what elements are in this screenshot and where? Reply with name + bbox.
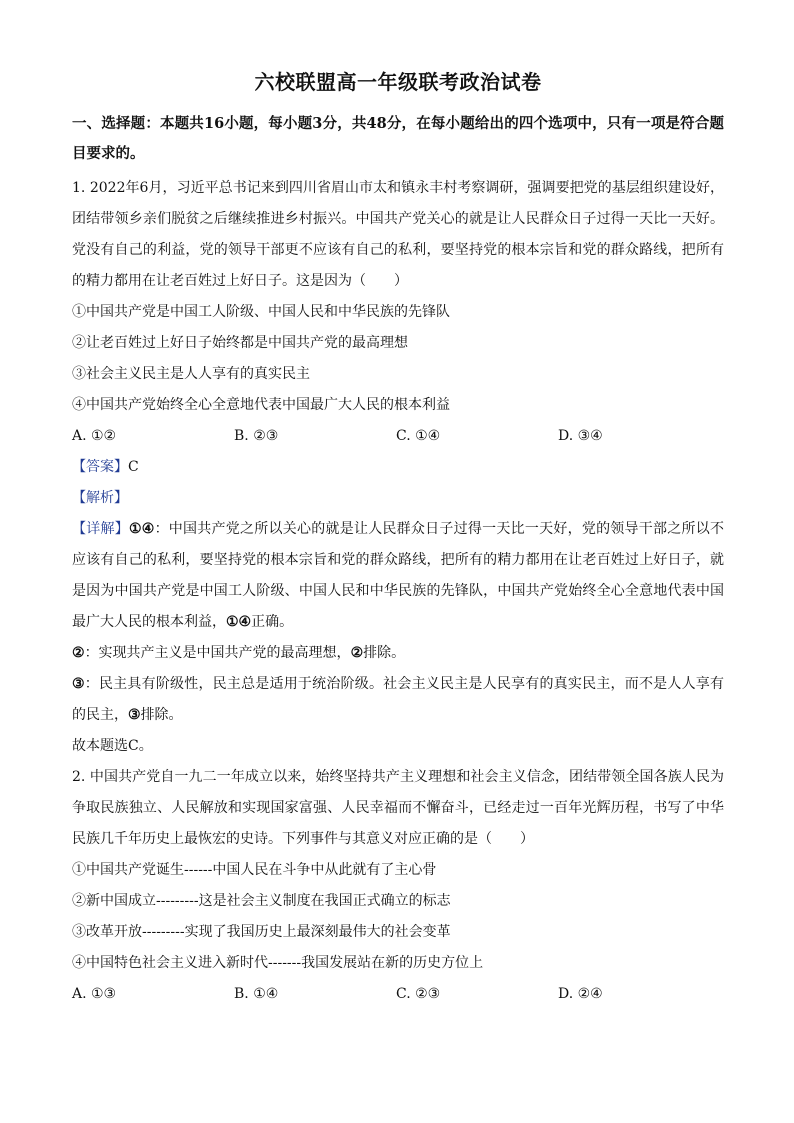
- point-3-paragraph: [72, 669, 724, 731]
- point-3-end: 排除。: [140, 707, 183, 723]
- point-2-lead: ②: [72, 645, 85, 661]
- answer-line: [72, 452, 724, 483]
- question-2-option-4: ④中国特色社会主义进入新时代-------我国发展站在新的历史方位上: [72, 955, 484, 971]
- question-2-choices: [72, 979, 724, 1010]
- point-3-lead: ③: [72, 676, 85, 692]
- question-2-option-2: ②新中国成立---------这是社会主义制度在我国正式确立的标志: [72, 893, 451, 909]
- question-2-stem: 2. 中国共产党自一九二一年成立以来，始终坚持共产主义理想和社会主义信念，团结带领全国各族人民为争取民族独立、人民解放和实现国家富强、人民幸福而不懈奋斗，已经走过一百年光辉历程，书写了中华民族几千年历史上最恢宏的史诗。下列事件与其意义对应正确的是（ ）: [72, 769, 724, 847]
- question-1-option-2: ②让老百姓过上好日子始终都是中国共产党的最高理想: [72, 335, 408, 351]
- question-1-choices: [72, 421, 724, 452]
- analysis-line: [72, 483, 724, 514]
- detail-paragraph: [72, 514, 724, 638]
- choice-b: B. ②③: [234, 428, 279, 444]
- detail-tail: 正确。: [251, 614, 294, 630]
- question-1: [72, 173, 724, 762]
- exam-page: [72, 66, 724, 1010]
- choice-a: A. ①②: [72, 428, 117, 444]
- choice-c: C. ②③: [396, 986, 441, 1002]
- point-2-text: ：实现共产主义是中国共产党的最高理想，: [84, 645, 351, 661]
- point-2-paragraph: [72, 638, 724, 669]
- section-heading: 一、选择题：本题共16小题，每小题3分，共48分，在每小题给出的四个选项中，只有一项是符合题目要求的。: [72, 115, 724, 162]
- point-3-text: ：民主具有阶级性，民主总是适用于统治阶级。社会主义民主是人民享有的真实民主，而不是人人享有的民主，: [72, 676, 724, 723]
- page-title: 六校联盟高一年级联考政治试卷: [254, 70, 542, 94]
- question-1-option-3: ③社会主义民主是人人享有的真实民主: [72, 366, 310, 382]
- question-2-option-3: ③改革开放---------实现了我国历史上最深刻最伟大的社会变革: [72, 924, 451, 940]
- choice-a: A. ①③: [72, 986, 117, 1002]
- choice-b: B. ①④: [234, 986, 279, 1002]
- question-1-option-4: ④中国共产党始终全心全意地代表中国最广大人民的根本利益: [72, 397, 450, 413]
- answer-tag: 【答案】: [72, 459, 128, 475]
- point-2-mark: ②: [350, 645, 364, 661]
- choice-d: D. ③④: [558, 428, 603, 444]
- point-2-end: 排除。: [363, 645, 406, 661]
- detail-tag: 【详解】: [72, 521, 129, 537]
- choice-c: C. ①④: [396, 428, 441, 444]
- question-2-option-1: ①中国共产党诞生------中国人民在斗争中从此就有了主心骨: [72, 862, 437, 878]
- question-2: [72, 762, 724, 1010]
- question-1-stem: 1. 2022年6月，习近平总书记来到四川省眉山市太和镇永丰村考察调研，强调要把党的基层组织建设好，团结带领乡亲们脱贫之后继续推进乡村振兴。中国共产党关心的就是让人民群众日子过得一天比一天好。党没有自己的利益，党的领导干部更不应该有自己的私利，要坚持党的根本宗旨和党的群众路线，把所有的精力都用在让老百姓过上好日子。这是因为（ ）: [72, 180, 724, 289]
- question-1-option-1: ①中国共产党是中国工人阶级、中国人民和中华民族的先锋队: [72, 304, 450, 320]
- answer-value: C: [128, 459, 139, 475]
- detail-lead: ①④: [128, 521, 155, 537]
- analysis-tag: 【解析】: [72, 490, 128, 506]
- detail-tail-lead: ①④: [226, 614, 252, 630]
- detail-text: ：中国共产党之所以关心的就是让人民群众日子过得一天比一天好，党的领导干部之所以不应该有自己的私利，要坚持党的根本宗旨和党的群众路线，把所有的精力都用在让老百姓过上好日子，就是因为中国共产党是中国工人阶级、中国人民和中华民族的先锋队，中国共产党始终全心全意地代表中国最广大人民的根本利益，: [72, 521, 724, 630]
- conclusion: 故本题选C。: [72, 738, 153, 754]
- choice-d: D. ②④: [558, 986, 603, 1002]
- point-3-mark: ③: [128, 707, 141, 723]
